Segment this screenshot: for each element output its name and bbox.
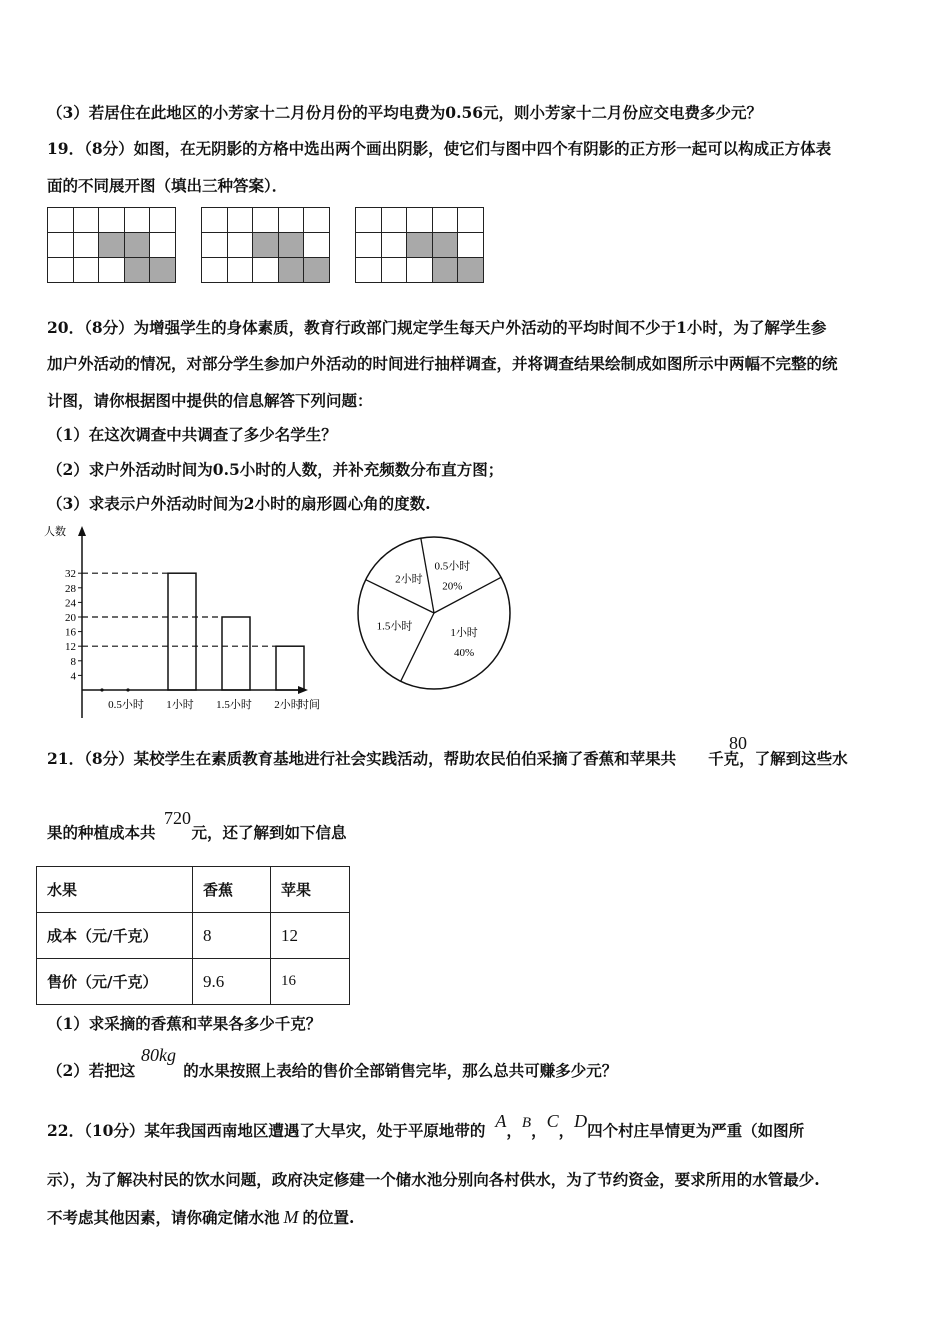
histogram-bar [168, 573, 196, 690]
pie-slice-label: 1小时 [450, 627, 478, 640]
pie-slice-edge [421, 538, 434, 613]
table-cell: 售价（元/千克） [37, 959, 193, 1005]
q20-sub1: （1）在这次调查中共调查了多少名学生？ [47, 425, 337, 444]
q21-line1-tail: 千克，了解到这些水 [708, 749, 848, 768]
histogram-bar [222, 617, 250, 690]
q20-line2: 加户外活动的情况，对部分学生参加户外活动的时间进行抽样调查，并将调查结果绘制成如图所示中两幅不完整的统 [47, 354, 838, 373]
q19-line1: 19．（8分）如图，在无阴影的方格中选出两个画出阴影，使它们与图中四个有阴影的正方形一起可以构成正方体表 [47, 139, 832, 158]
y-tick-label: 24 [65, 597, 76, 610]
q21-num-720: 720 [164, 808, 191, 828]
y-axis-label: 人数 [44, 526, 66, 538]
pie-chart [352, 534, 518, 694]
q21-num-80: 80 [729, 733, 747, 753]
net-grid-2 [201, 207, 330, 283]
x-category-label: 1小时 [166, 699, 194, 711]
table-header-cell: 苹果 [271, 867, 350, 913]
q18-part3: （3）若居住在此地区的小芳家十二月份月份的平均电费为0.56元，则小芳家十二月份应交电费多少元？ [47, 103, 763, 122]
y-tick-label: 16 [65, 626, 76, 639]
q22-line1: 22．（10分）某年我国西南地区遭遇了大旱灾，处于平原地带的 A，B，C，D四个村庄旱情更为严重（如图所 [47, 1111, 805, 1140]
y-tick-label: 8 [70, 655, 76, 668]
table-cell: 16 [271, 959, 350, 1005]
q20-line3: 计图，请你根据图中提供的信息解答下列问题： [47, 391, 373, 410]
table-cell: 12 [271, 913, 350, 959]
x-category-label: 2小时 [274, 699, 302, 711]
net-grid-1 [47, 207, 176, 283]
q20-line1: 20．（8分）为增强学生的身体素质，教育行政部门规定学生每天户外活动的平均时间不少于1小时，为了解学生参 [47, 318, 827, 337]
q22-line2: 示），为了解决村民的饮水问题，政府决定修建一个储水池分别向各村供水，为了节约资金，要求所用的水管最少. [47, 1170, 820, 1189]
axis-dot [126, 688, 129, 691]
village-d: D [574, 1111, 588, 1131]
village-c: C [546, 1111, 559, 1131]
net-grid-3 [355, 207, 484, 283]
q21-num-80kg: 80kg [141, 1045, 176, 1065]
village-b: B [521, 1115, 532, 1131]
axis-dot [100, 688, 103, 691]
pie-slice-percent: 40% [453, 647, 475, 660]
table-row [37, 959, 350, 1005]
q22-line1-text: 22．（10分）某年我国西南地区遭遇了大旱灾，处于平原地带的 [47, 1121, 486, 1140]
q21-line1 [47, 749, 848, 769]
village-a: A [495, 1111, 507, 1131]
table-cell: 8 [193, 913, 271, 959]
q21-sub2-text: （2）若把这 [47, 1061, 136, 1080]
q21-line2-tail: 元，还了解到如下信息 [191, 823, 347, 842]
q21-sub2 [47, 1061, 617, 1081]
pie-slice-label: 2小时 [395, 573, 423, 586]
q21-line2 [47, 823, 347, 843]
pie-slice-percent: 20% [442, 580, 463, 593]
pie-slice-label: 0.5小时 [434, 560, 471, 573]
histogram-chart [40, 522, 340, 722]
x-category-label: 1.5小时 [216, 699, 252, 711]
y-tick-label: 12 [65, 641, 76, 654]
table-cell: 9.6 [193, 959, 271, 1005]
q19-line2: 面的不同展开图（填出三种答案）． [47, 176, 288, 195]
q20-sub3: （3）求表示户外活动时间为2小时的扇形圆心角的度数. [47, 494, 431, 513]
q21-sub1: （1）求采摘的香蕉和苹果各多少千克？ [47, 1014, 322, 1033]
q22-line3-tail: 的位置. [302, 1208, 355, 1227]
fruit-table [36, 866, 350, 1005]
q22-line3-text: 不考虑其他因素，请你确定储水池 [47, 1208, 280, 1227]
y-tick-label: 4 [70, 670, 76, 683]
x-axis-label: 时间 [298, 699, 320, 711]
table-header-cell: 香蕉 [193, 867, 271, 913]
q22-line3 [47, 1207, 354, 1228]
table-header-cell: 水果 [37, 867, 193, 913]
q22-line1-tail: 四个村庄旱情更为严重（如图所 [587, 1121, 805, 1140]
table-row [37, 913, 350, 959]
x-category-label: 0.5小时 [108, 699, 144, 711]
q21-sub2-tail: 的水果按照上表给的售价全部销售完毕，那么总共可赚多少元？ [183, 1061, 618, 1080]
y-tick-label: 20 [65, 612, 76, 624]
q21-line2-text: 果的种植成本共 [47, 823, 156, 842]
point-m: M [283, 1207, 299, 1227]
y-axis-arrow [78, 526, 86, 536]
pie-slice-label: 1.5小时 [376, 620, 413, 633]
table-header-row [37, 867, 350, 913]
y-tick-label: 32 [65, 568, 76, 581]
table-cell: 成本（元/千克） [37, 913, 193, 959]
q21-line1-text: 21．（8分）某校学生在素质教育基地进行社会实践活动，帮助农民伯伯采摘了香蕉和苹果共 [47, 749, 677, 768]
y-tick-label: 28 [65, 582, 76, 595]
histogram-bar [276, 646, 304, 690]
q20-sub2: （2）求户外活动时间为0.5小时的人数，并补充频数分布直方图； [47, 460, 504, 479]
